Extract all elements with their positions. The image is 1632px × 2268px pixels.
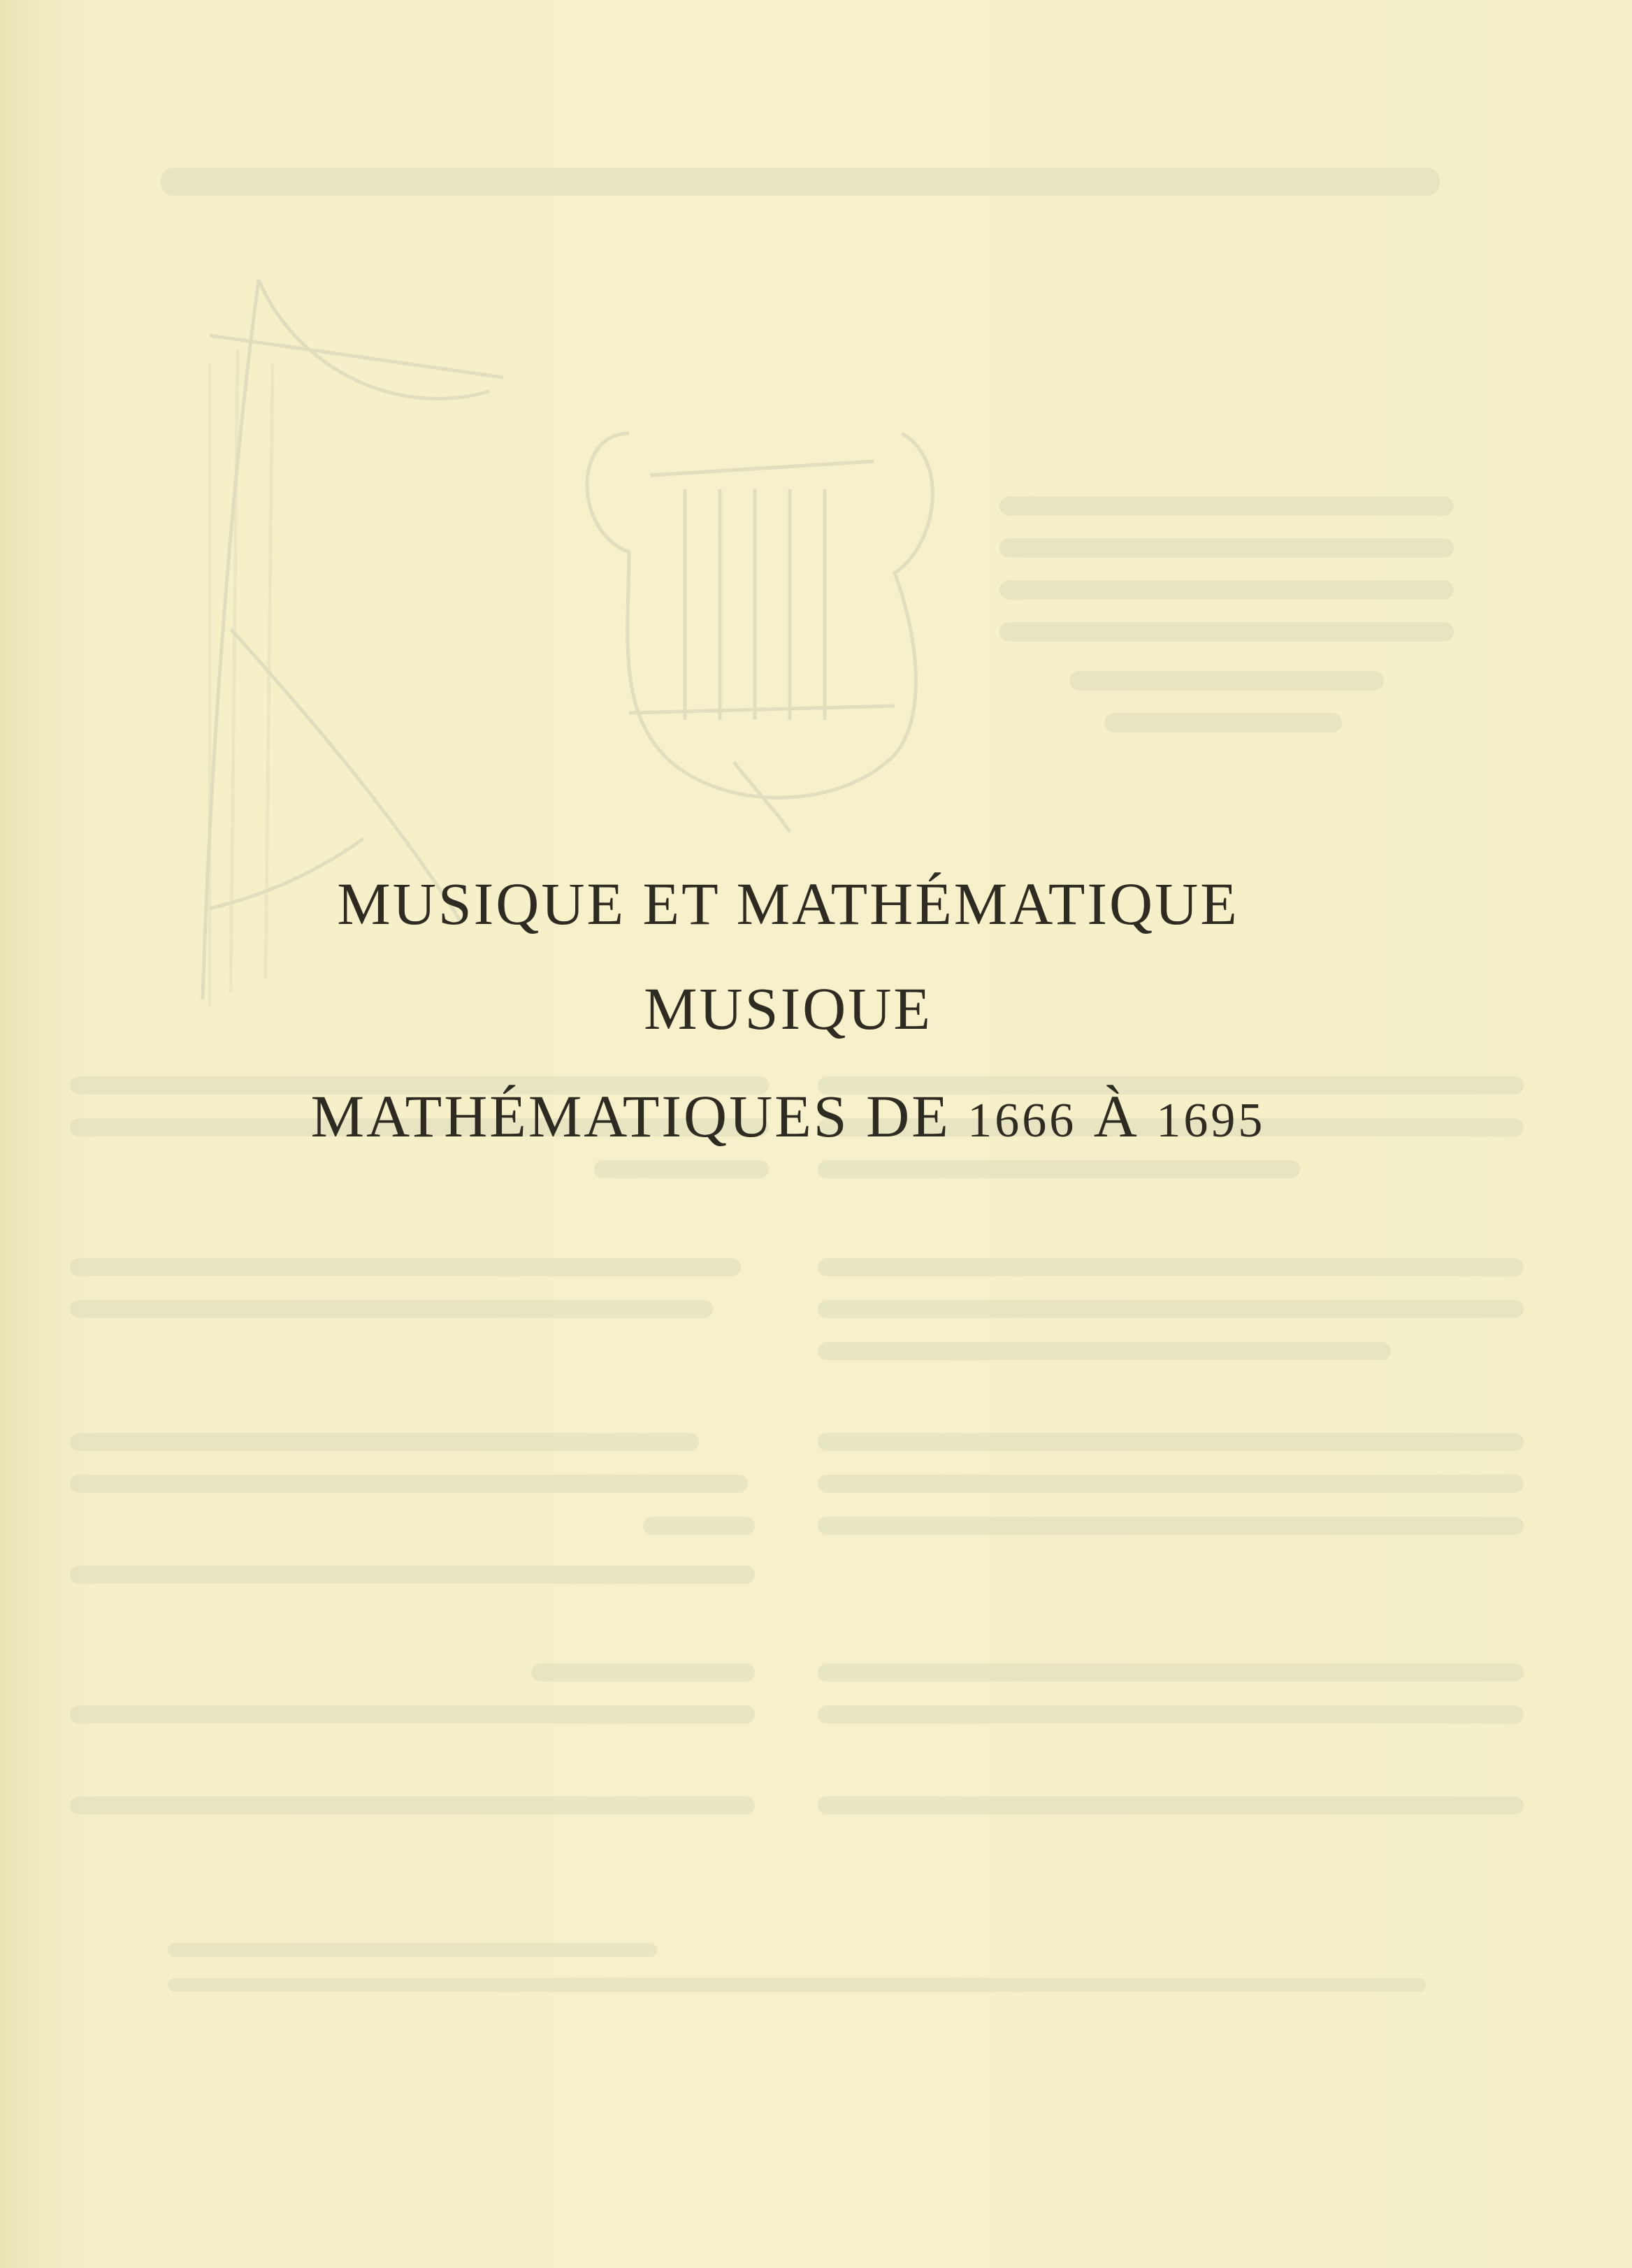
main-title [0, 869, 1604, 939]
year-start: 1666 [967, 1094, 1077, 1148]
year-separator: À [1076, 1083, 1157, 1150]
main-title-text: MUSIQUE ET MATHÉMATIQUE [337, 870, 1239, 937]
year-end: 1695 [1156, 1094, 1266, 1148]
section-title-musique-text: MUSIQUE [644, 975, 932, 1042]
section-title-mathematiques [0, 1081, 1604, 1151]
section-title-musique [0, 974, 1604, 1043]
section-title-mathematiques-text: MATHÉMATIQUES DE [310, 1083, 968, 1150]
lyre-sketch [587, 433, 932, 797]
